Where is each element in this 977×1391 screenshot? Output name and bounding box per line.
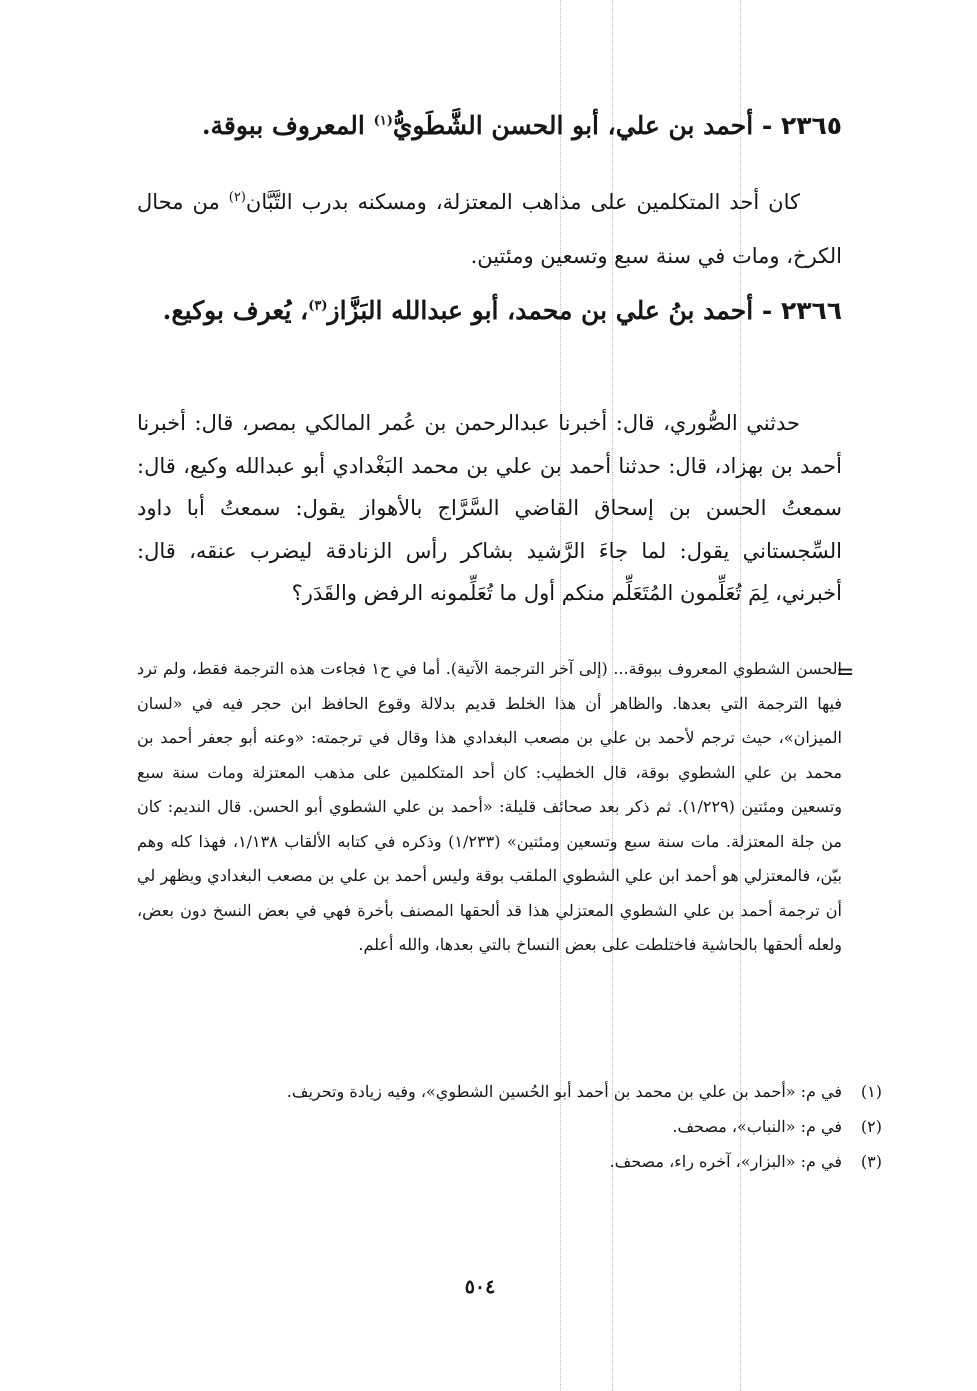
- footnote-number: (٢): [860, 1117, 882, 1136]
- footnote-list: [137, 1076, 882, 1181]
- entry-body: [137, 175, 842, 283]
- entry-body-text-tail: من محال الكرخ، ومات في سنة سبع وتسعين ومئتين.: [137, 190, 842, 268]
- footnote-item: [137, 1111, 882, 1142]
- footnote-text: في م: «أحمد بن علي بن محمد بن أحمد أبو الحُسين الشطوي»، وفيه زيادة وتحريف.: [286, 1082, 842, 1101]
- entry-2366: [137, 282, 842, 340]
- footnote-number: (١): [860, 1082, 882, 1101]
- entry-body: حدثني الصُّوري، قال: أخبرنا عبدالرحمن بن عُمر المالكي بمصر، قال: أخبرنا أحمد بن بهزاد، قال: حدثنا أحمد بن علي بن محمد البَغْدادي أبو عبدالله وكيع، قال: سمعتُ الحسن بن إسحاق القاضي السَّرَّاج بالأهواز يقول: سمعتُ أبا داود السِّجستاني يقول: لما جاءَ الرَّشيد بشاكر رأس الزنادقة ليضرب عنقه، قال: أخبرني، لِمَ تُعَلِّمون المُتَعَلِّم منكم أول ما تُعَلِّمونه الرفض والقَدَر؟: [137, 411, 842, 605]
- entry-title: - أحمد بنُ علي بن محمد، أبو عبدالله البَزَّاز: [327, 296, 773, 325]
- entry-body-text: كان أحد المتكلمين على مذاهب المعتزلة، ومسكنه بدرب التَّبَّان: [245, 190, 800, 214]
- entry-title: - أحمد بن علي، أبو الحسن الشَّطَويُّ: [392, 111, 773, 140]
- entry-2366-body: [137, 402, 842, 615]
- page-number: ٥٠٤: [464, 1276, 496, 1298]
- entry-heading: [137, 282, 842, 340]
- footnote-text: في م: «النباب»، مصحف.: [672, 1117, 842, 1136]
- entry-heading: [137, 100, 842, 152]
- footnote-text: في م: «البزار»، آخره راء، مصحف.: [609, 1152, 842, 1171]
- entry-number: ٢٣٦٦: [780, 296, 842, 325]
- entry-2365: [137, 100, 842, 152]
- footnote-item: [137, 1076, 882, 1107]
- continuation-mark: =: [836, 660, 855, 685]
- footnote-continuation: الحسن الشطوي المعروف ببوقة... (إلى آخر الترجمة الآتية). أما في ح١ فجاءت هذه الترجمة فقط، ولم ترد فيها الترجمة التي بعدها. والظاهر أن هذا الخلط قديم بدلالة وقوع الحافظ ابن حجر فيه في «لسان الميزان»، حيث ترجم لأحمد بن علي بن مصعب البغدادي هذا وقال في ترجمته: «وعنه أبو جعفر أحمد بن محمد بن علي الشطوي بوقة، قال الخطيب: كان أحد المتكلمين على مذهب المعتزلة ومات سنة سبع وتسعين ومئتين (١/٢٢٩). ثم ذكر بعد صحائف قليلة: «أحمد بن علي الشطوي أبو الحسن. قال النديم: كان من جلة المعتزلة. مات سنة سبع وتسعين ومئتين» (١/٢٣٣) وذكره في كتابه الألقاب ١/١٣٨، فهذا كله وهم بيّن، فالمعتزلي هو أحمد ابن علي الشطوي الملقب بوقة وليس أحمد بن علي بن مصعب البغدادي ويظهر لي أن ترجمة أحمد بن علي الشطوي المعتزلي هذا قد ألحقها المصنف بأخرة فهي في بعض النسخ دون بعض، ولعله ألحقها بالحاشية فاختلطت على بعض النساخ بالتي بعدها، والله أعلم.: [137, 659, 843, 954]
- footnote-item: [137, 1146, 882, 1177]
- entry-number: ٢٣٦٥: [780, 111, 842, 140]
- entry-2365-body: [137, 175, 842, 283]
- footnote-ref[interactable]: (٣): [308, 298, 328, 314]
- entry-title-tail: ، يُعرف بوكيع.: [162, 296, 309, 325]
- footnote-number: (٣): [860, 1152, 882, 1171]
- footnote-ref[interactable]: (٢): [228, 190, 246, 205]
- footnote-ref[interactable]: (١): [373, 113, 393, 129]
- entry-title-tail: المعروف ببوقة.: [201, 111, 374, 140]
